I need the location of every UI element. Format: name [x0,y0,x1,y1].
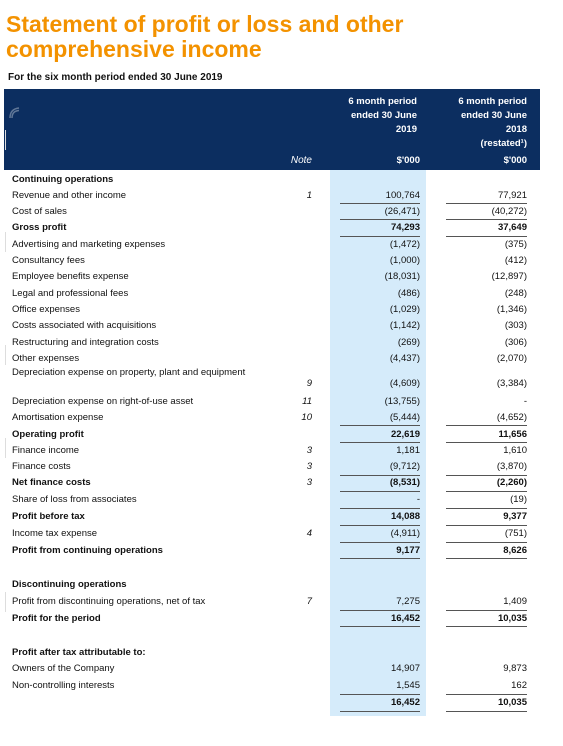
row-value-2019: (1,142) [389,320,420,331]
total-rule [446,508,527,509]
row-value-2019: 1,181 [396,445,420,456]
row-value-2018: (4,652) [496,412,527,423]
row-value-2018: (1,346) [496,304,527,315]
unit-label-2018: $'000 [503,155,527,166]
row-value-2018: (2,260) [496,477,527,488]
total-rule [446,425,527,426]
table-row [0,678,563,693]
row-value-2018: 77,921 [497,190,527,201]
table-row [0,509,563,524]
row-value-2019: (13,755) [384,396,420,407]
column-header-line: 6 month period [348,96,417,107]
row-label: Depreciation expense on property, plant and equipment [12,367,246,378]
column-header-line: 2018 [505,124,527,135]
row-value-2018: (3,870) [496,461,527,472]
table-row [0,443,563,458]
row-note: 4 [306,528,312,539]
row-value-2019: (18,031) [384,271,420,282]
row-label: Revenue and other income [12,190,127,201]
total-rule [340,442,420,443]
row-label: Gross profit [12,222,67,233]
table-row [0,475,563,490]
page-edge-marker [0,130,6,150]
row-value-2018: (303) [504,320,527,331]
row-label: Continuing operations [12,174,114,185]
column-header-line: 6 month period [458,96,527,107]
table-row [0,253,563,268]
total-rule [446,711,527,712]
row-note: 1 [306,190,312,201]
row-value-2019: 7,275 [396,596,420,607]
row-value-2019: (9,712) [389,461,420,472]
total-rule [340,203,420,204]
row-label: Advertising and marketing expenses [12,239,166,250]
total-rule [446,626,527,627]
row-label: Operating profit [12,429,84,440]
total-rule [340,508,420,509]
table-row [0,366,563,392]
total-rule [340,542,420,543]
total-rule [340,425,420,426]
row-label: Net finance costs [12,477,91,488]
total-rule [340,491,420,492]
row-value-2019: 16,452 [390,697,420,708]
row-value-2018: 9,873 [503,663,527,674]
row-label: Owners of the Company [12,663,115,674]
row-value-2019: (5,444) [389,412,420,423]
row-value-2018: (248) [504,288,527,299]
row-value-2018: 10,035 [497,613,527,624]
total-rule [446,694,527,695]
total-rule [446,236,527,237]
total-rule [446,219,527,220]
table-row [0,204,563,219]
row-value-2018: (751) [504,528,527,539]
column-header-line: (restated¹) [480,138,527,149]
table-row [0,427,563,442]
table-row [0,269,563,284]
total-rule [446,558,527,559]
row-note: 7 [306,596,312,607]
row-note: 9 [306,378,312,389]
table-row [0,526,563,541]
row-label: Other expenses [12,353,80,364]
row-value-2019: (4,609) [389,378,420,389]
table-row [0,410,563,425]
row-label: Legal and professional fees [12,288,129,299]
total-rule [446,203,527,204]
total-rule [446,525,527,526]
table-row [0,318,563,333]
row-label: Profit for the period [12,613,101,624]
row-value-2018: 162 [511,680,527,691]
row-value-2019: (1,029) [389,304,420,315]
total-rule [340,711,420,712]
row-label: Profit before tax [12,511,85,522]
row-note: 10 [301,412,312,423]
column-header-line: ended 30 June [461,110,527,121]
row-value-2019: (4,437) [389,353,420,364]
column-header-line: 2019 [395,124,417,135]
row-note: 3 [306,445,312,456]
row-value-2019: 74,293 [390,222,420,233]
row-value-2019: 14,907 [390,663,420,674]
row-label: Office expenses [12,304,80,315]
row-value-2018: - [523,396,527,407]
row-value-2019: (8,531) [389,477,420,488]
row-label: Consultancy fees [12,255,85,266]
total-rule [340,558,420,559]
table-row [0,351,563,366]
table-row [0,459,563,474]
row-value-2019: 100,764 [385,190,420,201]
row-note: 3 [306,461,312,472]
page-curl-icon [8,106,22,120]
row-label: Finance income [12,445,80,456]
total-rule [340,610,420,611]
row-value-2018: (375) [504,239,527,250]
page-title: Statement of profit or loss and other comprehensive income [6,11,404,62]
row-value-2018: 1,409 [503,596,527,607]
row-value-2019: 22,619 [390,429,420,440]
row-value-2019: 14,088 [390,511,420,522]
row-value-2018: 1,610 [503,445,527,456]
row-value-2018: 8,626 [503,545,527,556]
row-value-2019: - [416,494,420,505]
row-value-2018: (3,384) [496,378,527,389]
row-value-2018: 37,649 [497,222,527,233]
row-value-2018: 9,377 [503,511,527,522]
unit-label-2019: $'000 [396,155,420,166]
table-row [0,220,563,235]
row-label: Non-controlling interests [12,680,115,691]
row-note: 11 [302,396,312,407]
total-rule [446,610,527,611]
row-value-2019: (486) [397,288,420,299]
table-row [0,286,563,301]
row-value-2018: 11,656 [498,429,527,440]
total-rule [340,236,420,237]
row-value-2019: (4,911) [390,528,420,539]
table-row [0,394,563,409]
total-rule [340,525,420,526]
row-value-2019: (26,471) [384,206,420,217]
total-rule [446,491,527,492]
column-header-2018 [430,95,527,151]
total-rule [340,475,420,476]
row-value-2019: (1,000) [389,255,420,266]
row-value-2018: (19) [510,494,527,505]
row-label: Costs associated with acquisitions [12,320,157,331]
total-rule [340,626,420,627]
total-rule [446,442,527,443]
row-label: Finance costs [12,461,71,472]
row-label: Profit from continuing operations [12,545,163,556]
row-label: Amortisation expense [12,412,104,423]
table-row [0,661,563,676]
row-label: Restructuring and integration costs [12,337,159,348]
row-label: Employee benefits expense [12,271,129,282]
table-row [0,492,563,507]
table-row [0,645,563,660]
row-value-2019: 1,545 [396,680,420,691]
table-row [0,695,563,710]
row-value-2018: (2,070) [496,353,527,364]
page-subtitle: For the six month period ended 30 June 2019 [8,72,223,83]
table-row [0,302,563,317]
row-label: Income tax expense [12,528,98,539]
table-row [0,594,563,609]
row-label: Discontinuing operations [12,579,127,590]
total-rule [446,542,527,543]
row-value-2018: (12,897) [491,271,527,282]
row-label: Depreciation expense on right-of-use asset [12,396,194,407]
table-row [0,237,563,252]
table-row [0,543,563,558]
table-row [0,335,563,350]
row-value-2018: (40,272) [491,206,527,217]
column-header-2019 [320,95,417,137]
total-rule [340,219,420,220]
total-rule [340,694,420,695]
row-value-2019: 16,452 [390,613,420,624]
row-value-2018: (412) [504,255,527,266]
row-value-2019: (269) [397,337,420,348]
table-row [0,188,563,203]
row-label: Cost of sales [12,206,67,217]
table-row [0,172,563,187]
row-label: Profit from discontinuing operations, net of tax [12,596,206,607]
row-note: 3 [306,477,312,488]
row-value-2019: 9,177 [396,545,420,556]
row-value-2019: (1,472) [389,239,420,250]
row-label: Profit after tax attributable to: [12,647,146,658]
table-row [0,577,563,592]
row-label: Share of loss from associates [12,494,137,505]
table-row [0,611,563,626]
row-value-2018: 10,035 [497,697,527,708]
note-column-header: Note [290,155,312,166]
row-value-2018: (306) [504,337,527,348]
column-header-line: ended 30 June [351,110,417,121]
total-rule [446,475,527,476]
